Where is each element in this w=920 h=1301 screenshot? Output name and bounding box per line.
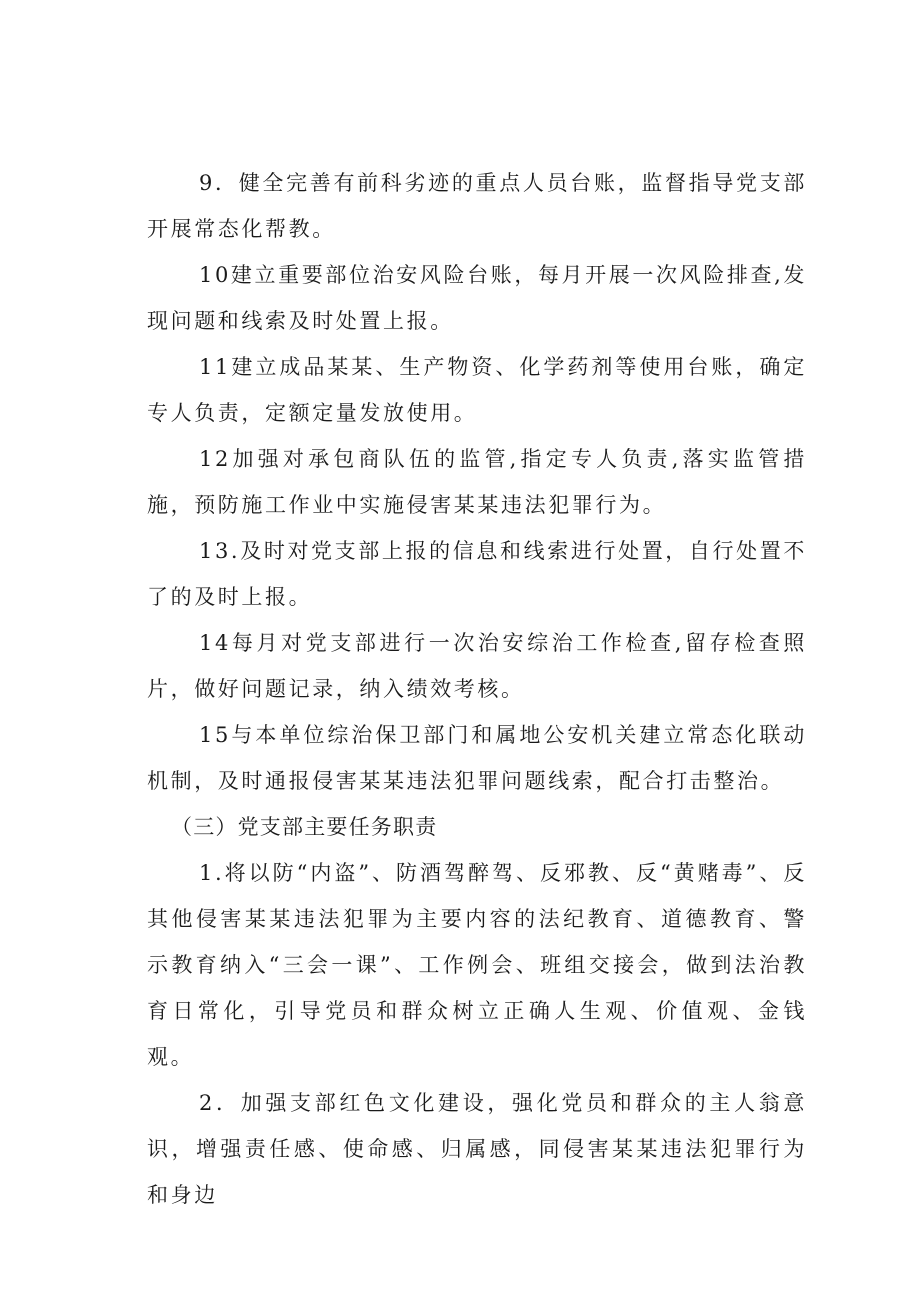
paragraph-item-9: 9．健全完善有前科劣迹的重点人员台账，监督指导党支部开展常态化帮教。 [147, 171, 807, 241]
paragraph-section-item-1: 1.将以防“内盗”、防酒驾醉驾、反邪教、反“黄赌毒”、反其他侵害某某违法犯罪为主要内容的法纪教育、道德教育、警示教育纳入“三会一课”、工作例会、班组交接会，做到法治教育日常化，引导党员和群众树立正确人生观、价值观、金钱观。 [147, 861, 807, 1069]
section-heading: （三）党支部主要任务职责 [171, 815, 438, 839]
paragraph-item-11: 11建立成品某某、生产物资、化学药剂等使用台账，确定专人负责，定额定量发放使用。 [147, 355, 807, 425]
paragraph-item-13: 13.及时对党支部上报的信息和线索进行处置，自行处置不了的及时上报。 [147, 539, 807, 609]
paragraph-item-12: 12加强对承包商队伍的监管,指定专人负责,落实监管措施，预防施工作业中实施侵害某某违法犯罪行为。 [147, 447, 807, 517]
paragraph-section-item-2: 2．加强支部红色文化建设，强化党员和群众的主人翁意识，增强责任感、使命感、归属感，同侵害某某违法犯罪行为和身边 [147, 1091, 807, 1207]
paragraph-item-15: 15与本单位综治保卫部门和属地公安机关建立常态化联动机制，及时通报侵害某某违法犯罪问题线索，配合打击整治。 [147, 723, 807, 793]
paragraph-item-10: 10建立重要部位治安风险台账，每月开展一次风险排查,发现问题和线索及时处置上报。 [147, 263, 807, 333]
paragraph-item-14: 14每月对党支部进行一次治安综治工作检查,留存检查照片，做好问题记录，纳入绩效考核。 [147, 631, 807, 701]
document-body [147, 160, 807, 1218]
